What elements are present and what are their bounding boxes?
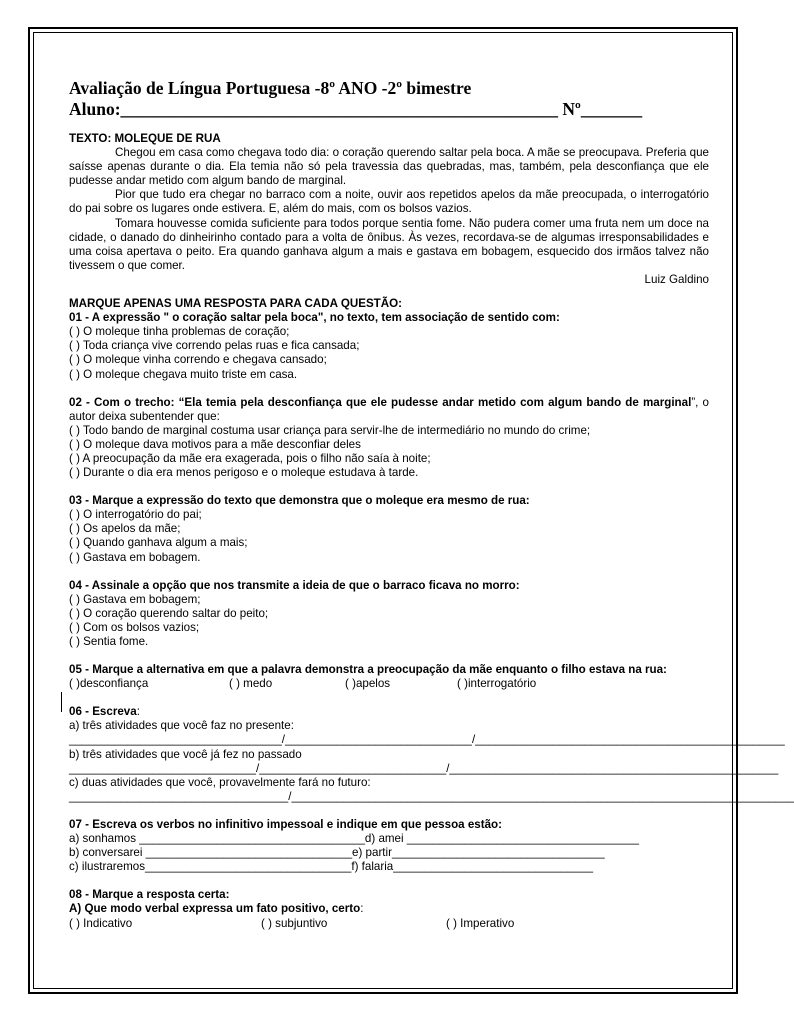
question-07-item-f[interactable]: f) falaria_______________________________ [351,860,594,874]
text-heading: TEXTO: MOLEQUE DE RUA [69,132,221,145]
question-01-option[interactable]: ( ) O moleque chegava muito triste em casa. [69,367,298,381]
question-01-option[interactable]: ( ) O moleque vinha correndo e chegava cansado; [69,353,327,367]
question-05-option[interactable]: ( )desconfiança [69,677,149,691]
question-08-prompt: 08 - Marque a resposta certa: [69,888,230,902]
question-03-option[interactable]: ( ) Gastava em bobagem. [69,550,201,564]
question-08-option[interactable]: ( ) subjuntivo [261,916,328,930]
question-06-prompt-bold: 06 - Escreva [69,705,137,719]
question-04-option[interactable]: ( ) Gastava em bobagem; [69,592,201,606]
question-07-prompt: 07 - Escreva os verbos no infinitivo impessoal e indique em que pessoa estão: [69,817,502,831]
question-05-option[interactable]: ( )apelos [345,677,391,691]
question-03-option[interactable]: ( ) Quando ganhava algum a mais; [69,536,248,550]
question-06-b-answer-line[interactable]: _____________________________/_____________________________/___________________________________________________ [69,761,779,775]
student-name-line[interactable]: Aluno:__________________________________________________ Nº_______ [69,99,643,119]
question-07-row [69,832,709,846]
question-02-option[interactable]: ( ) O moleque dava motivos para a mãe desconfiar deles [69,437,361,451]
question-01-option[interactable]: ( ) O moleque tinha problemas de coração; [69,325,290,339]
question-05-option[interactable]: ( )interrogatório [457,677,537,691]
question-04-option[interactable]: ( ) O coração querendo saltar do peito; [69,606,269,620]
question-08-options [69,917,709,931]
question-06-b-label: b) três atividades que você já fez no passado [69,747,302,761]
question-02-prompt [69,396,709,424]
question-04-option[interactable]: ( ) Sentia fome. [69,635,149,648]
question-03-option[interactable]: ( ) Os apelos da mãe; [69,522,181,536]
question-06-prompt [69,705,709,719]
question-06-prompt-rest: : [136,705,140,719]
question-03-prompt: 03 - Marque a expressão do texto que demonstra que o moleque era mesmo de rua: [69,494,530,508]
question-04-prompt: 04 - Assinale a opção que nos transmite a ideia de que o barraco ficava no morro: [69,578,520,592]
text-paragraph-1: Chegou em casa como chegava todo dia: o coração querendo saltar pela boca. A mãe se preocupava. Preferia que saísse apenas durante o dia. Ela temia não só pela travessia das quebradas, mas, também, pela desconfiança que ele pudesse andar metido com algum bando de marginal. [69,146,709,188]
question-05-prompt: 05 - Marque a alternativa em que a palavra demonstra a preocupação da mãe enquanto o filho estava na rua: [69,663,667,677]
question-08-subprompt-rest: : [360,902,364,916]
question-04-option[interactable]: ( ) Com os bolsos vazios; [69,620,200,634]
question-02-option[interactable]: ( ) Durante o dia era menos perigoso e o moleque estudava à tarde. [69,466,419,480]
exam-title: Avaliação de Língua Portuguesa -8º ANO -2º bimestre [69,78,472,98]
text-author: Luiz Galdino [644,272,709,286]
question-06-c-label: c) duas atividades que você, provavelmente fará no futuro: [69,775,371,789]
question-08-subprompt [69,902,709,916]
question-02-option[interactable]: ( ) Todo bando de marginal costuma usar criança para servir-lhe de intermediário no mundo do crime; [69,423,591,437]
question-06-c-answer-line[interactable]: __________________________________/______________________________________________________________________________ [69,789,794,803]
question-07-item-c[interactable]: c) ilustraremos________________________________ [69,860,352,874]
question-07-item-b[interactable]: b) conversarei ________________________________ [69,846,353,860]
question-07-item-a[interactable]: a) sonhamos ___________________________________ [69,832,365,846]
question-03-option[interactable]: ( ) O interrogatório do pai; [69,508,202,522]
question-06-a-answer-line[interactable]: _________________________________/_____________________________/________________________________________________ [69,733,785,747]
question-06-a-label: a) três atividades que você faz no presente: [69,719,294,733]
question-02-option[interactable]: ( ) A preocupação da mãe era exagerada, pois o filho não saía à noite; [69,451,431,465]
question-05-options [69,677,709,691]
question-08-subprompt-bold: A) Que modo verbal expressa um fato positivo, certo [69,902,361,916]
question-01-option[interactable]: ( ) Toda criança vive correndo pelas ruas e fica cansada; [69,339,360,353]
question-08-option[interactable]: ( ) Imperativo [446,916,515,930]
question-07-row [69,846,709,860]
question-07-row [69,860,709,874]
text-paragraph-2: Pior que tudo era chegar no barraco com a noite, ouvir aos repetidos apelos da mãe preocupada, o interrogatório do pai sobre os lugares onde estivera. E, além do mais, com os bolsos vazios. [69,188,709,216]
question-07-item-d[interactable]: d) amei ____________________________________ [364,832,639,846]
question-05-option[interactable]: ( ) medo [229,677,273,691]
instructions: MARQUE APENAS UMA RESPOSTA PARA CADA QUESTÃO: [69,297,403,311]
question-08-option[interactable]: ( ) Indicativo [69,916,133,930]
text-cursor [61,692,62,712]
question-07-item-e[interactable]: e) partir_________________________________ [352,846,605,860]
exam-content [69,78,794,931]
question-01-prompt: 01 - A expressão " o coração saltar pela boca", no texto, tem associação de sentido com: [69,311,560,325]
question-02-prompt-rest: ”, o autor deixa subentender que: [69,395,709,423]
question-02-prompt-bold: 02 - Com o trecho: “Ela temia pela desconfiança que ele pudesse andar metido com algum bando de marginal [69,395,692,409]
text-paragraph-3: Tomara houvesse comida suficiente para todos porque sentia fome. Não pudera comer uma fruta nem um doce na cidade, o danado do dinheirinho contado para a volta de ônibus. Às vezes, recordava-se de algumas irresponsabilidades e uma coisa apertava o peito. Era quando ganhava algum a mais e gastava em bobagem, esquecido dos irmãos talvez não tivessem o que comer. [69,216,709,272]
